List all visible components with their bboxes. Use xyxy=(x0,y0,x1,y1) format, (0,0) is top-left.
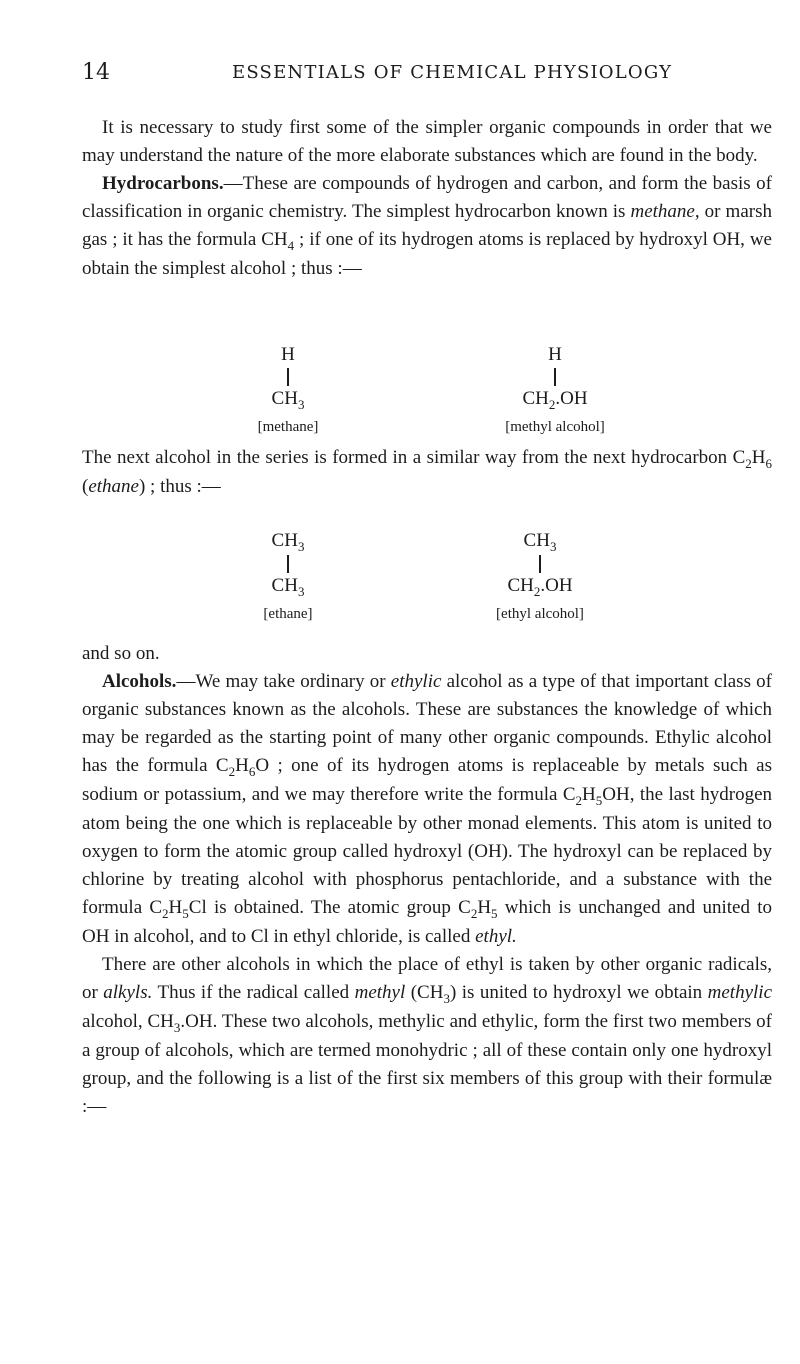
heading-alcohols: Alcohols. xyxy=(102,671,177,692)
text-run: which is unchanged and united to OH in alcohol, and to Cl in ethyl chloride, is called xyxy=(82,897,772,947)
text-run: (CH xyxy=(405,982,444,1003)
text-block-ethane xyxy=(82,444,772,501)
term-ethane: ethane xyxy=(88,476,139,497)
subscript: 3 xyxy=(297,397,305,412)
text-run: Thus if the radical called xyxy=(152,982,355,1003)
bond-line xyxy=(287,555,289,573)
term-ethyl: ethyl. xyxy=(475,926,517,947)
text-run: —We may take ordinary or xyxy=(176,671,391,692)
subscript: 2 xyxy=(533,584,541,599)
subscript: 5 xyxy=(491,906,498,921)
text-run: H xyxy=(751,447,766,468)
subscript: 2 xyxy=(470,906,478,921)
text-run: H xyxy=(168,897,183,918)
text-run: ; if one of its hydrogen atoms is replaced by hydroxyl OH, we obtain the simplest alcohol ; thus :— xyxy=(82,229,772,279)
formula-ethyl-alcohol xyxy=(465,530,615,624)
formula-text: CH xyxy=(523,530,550,551)
text-run: The next alcohol in the series is formed in a similar way from the next hydrocarbon C xyxy=(82,447,746,468)
formula-text: CH xyxy=(271,388,298,409)
bond-line xyxy=(554,368,556,386)
formula-caption: [ethyl alcohol] xyxy=(496,606,584,622)
text-run: , or marsh gas ; it has the formula CH xyxy=(82,201,772,250)
heading-hydrocarbons: Hydrocarbons. xyxy=(102,173,224,194)
subscript: 2 xyxy=(228,764,236,779)
formula-text: .OH xyxy=(540,575,573,596)
formula-top: H xyxy=(548,344,562,365)
subscript: 5 xyxy=(182,906,189,921)
text-run: ) ; thus :— xyxy=(138,476,221,497)
text-run: OH, the last hydrogen atom being the one which is replaceable by other monad elements. This atom is united to oxygen to form the atomic group called hydroxyl (OH). The hydroxyl can be replaced by chlorine by treating alcohol with phosphorus pentachloride, and a substance with the formula C xyxy=(82,784,772,918)
text-run: Cl is obtained. The atomic group C xyxy=(188,897,471,918)
paragraph-intro: It is necessary to study first some of the simpler organic compounds in order that we may understand the nature of the more elaborate substances which are found in the body. xyxy=(82,117,772,166)
text-block-alcohols xyxy=(82,640,772,1121)
text-run: H xyxy=(582,784,596,805)
formula-methyl-alcohol xyxy=(475,344,635,437)
text-run: H xyxy=(235,755,249,776)
text-run: —These are compounds of hydrogen and carbon, and form the basis of classification in organic chemistry. The simplest hydrocarbon known is xyxy=(82,173,772,222)
formula-text: CH xyxy=(522,388,549,409)
formula-bottom xyxy=(248,388,328,411)
text-run: ( xyxy=(82,476,89,497)
text-run: O ; one of its hydrogen atoms is replaceable by metals such as sodium or potassium, and we may therefore write the formula C xyxy=(82,755,773,805)
paragraph-next-alcohol xyxy=(82,444,772,501)
formula-bottom xyxy=(465,575,615,598)
term-methane: methane xyxy=(630,201,695,222)
paragraph-and-so-on: and so on. xyxy=(82,643,160,664)
term-methyl: methyl xyxy=(354,982,406,1003)
term-alkyls: alkyls. xyxy=(103,982,153,1003)
formula-top xyxy=(465,530,615,553)
running-head: ESSENTIALS OF CHEMICAL PHYSIOLOGY xyxy=(232,62,673,83)
paragraph-alcohols xyxy=(82,668,772,951)
text-run: ) is united to hydroxyl we obtain xyxy=(449,982,708,1003)
formula-caption: [ethane] xyxy=(263,606,313,622)
subscript: 6 xyxy=(765,456,772,471)
subscript: 3 xyxy=(443,991,450,1006)
subscript: 2 xyxy=(575,793,583,808)
text-run: H xyxy=(477,897,492,918)
subscript: 2 xyxy=(548,397,556,412)
text-block-intro xyxy=(82,114,772,283)
subscript: 3 xyxy=(549,539,557,554)
subscript: 2 xyxy=(162,906,169,921)
subscript: 3 xyxy=(173,1020,181,1035)
paragraph-alkyls xyxy=(82,951,772,1121)
formula-text: CH xyxy=(271,575,298,596)
text-run: alcohol as a type of that important class of organic substances known as the alcohols. These are substances the knowledge of which may be regarded as the starting point of many other organic compounds. Ethylic alcohol has the formula C xyxy=(82,671,772,776)
page-number: 14 xyxy=(82,60,110,85)
formula-ethane xyxy=(248,530,328,624)
subscript: 2 xyxy=(745,456,752,471)
formula-bottom xyxy=(475,388,635,411)
text-run: .OH. These two alcohols, methylic and ethylic, form the first two members of a group of alcohols, which are termed monohydric ; all of these contain only one hydroxyl group, and the following is a list of the first six members of this group with their formulæ :— xyxy=(82,1011,772,1117)
bond-line xyxy=(539,555,541,573)
page-header xyxy=(82,60,722,88)
formula-text: .OH xyxy=(555,388,588,409)
subscript: 5 xyxy=(595,793,603,808)
formula-top xyxy=(248,530,328,553)
paragraph-hydrocarbons xyxy=(82,170,772,283)
term-ethylic: ethylic xyxy=(390,671,442,692)
subscript: 3 xyxy=(297,584,305,599)
bond-line xyxy=(287,368,289,386)
formula-caption: [methane] xyxy=(257,419,319,435)
formula-text: CH xyxy=(271,530,298,551)
formula-top: H xyxy=(281,344,295,365)
subscript: 4 xyxy=(287,238,295,253)
subscript: 6 xyxy=(248,764,256,779)
formula-bottom xyxy=(248,575,328,598)
text-run: alcohol, CH xyxy=(82,1011,174,1032)
subscript: 3 xyxy=(297,539,305,554)
text-run: There are other alcohols in which the place of ethyl is taken by other organic radicals, or xyxy=(82,954,772,1003)
formula-caption: [methyl alcohol] xyxy=(505,419,605,435)
term-methylic: methylic xyxy=(707,982,772,1003)
formula-methane xyxy=(248,344,328,437)
formula-text: CH xyxy=(507,575,534,596)
